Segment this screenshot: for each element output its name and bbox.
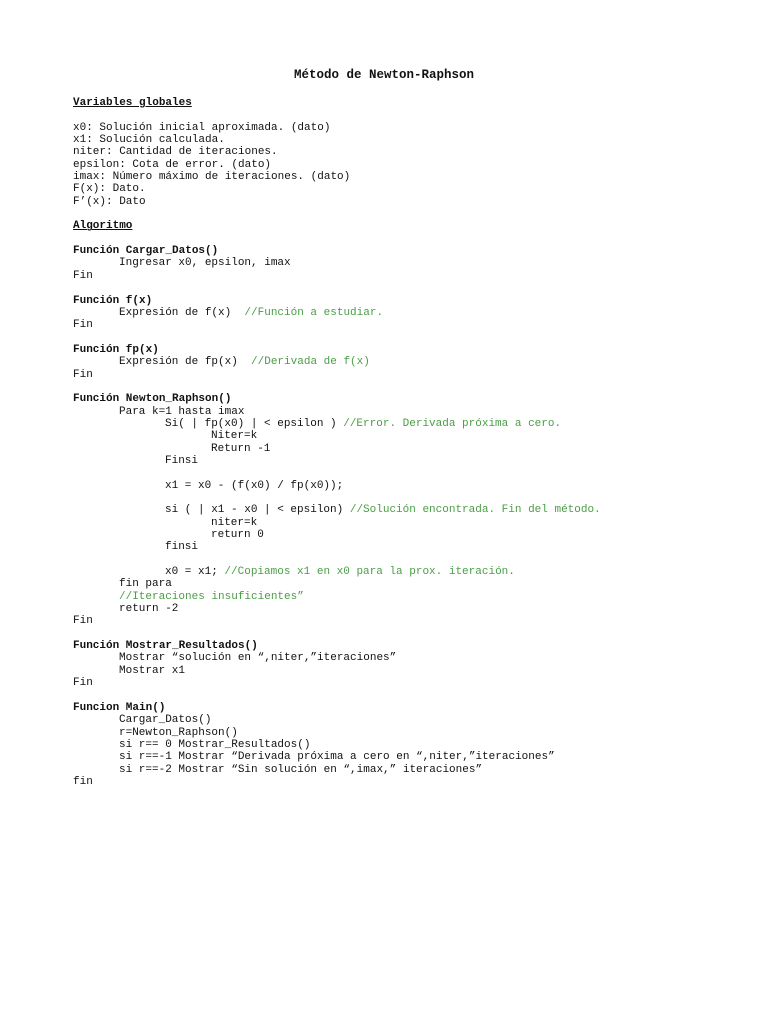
code-line	[73, 307, 753, 319]
function-signature-main: Funcion Main()	[73, 701, 166, 714]
code-comment: //Copiamos x1 en x0 para la prox. iteración.	[224, 566, 515, 579]
function-signature-fp: Función fp(x)	[73, 343, 159, 356]
variable-item: imax: Número máximo de iteraciones. (dato)	[73, 171, 351, 184]
code-line: si r==-2 Mostrar “Sin solución en “,imax,” iteraciones”	[119, 763, 483, 776]
variables-heading: Variables globales	[73, 97, 192, 109]
function-signature-f: Función f(x)	[73, 294, 153, 307]
code-line-end: Fin	[73, 269, 93, 282]
code-line: return -2	[119, 603, 179, 616]
code-line: fin para	[119, 578, 172, 591]
code-line: si r== 0 Mostrar_Resultados()	[119, 738, 311, 751]
code-line: si r==-1 Mostrar “Derivada próxima a cero en “,niter,”iteraciones”	[119, 751, 555, 764]
code-line	[73, 566, 753, 578]
code-text: x0 = x1;	[165, 566, 225, 579]
variable-item: F(x): Dato.	[73, 183, 146, 196]
code-line	[73, 418, 753, 430]
code-line: niter=k	[211, 516, 258, 529]
code-line: r=Newton_Raphson()	[119, 726, 238, 739]
code-comment: //Error. Derivada próxima a cero.	[343, 417, 562, 430]
variable-item: x0: Solución inicial aproximada. (dato)	[73, 121, 331, 134]
code-line-end: Fin	[73, 615, 93, 628]
page-title: Método de Newton-Raphson	[293, 68, 475, 82]
code-line-end: Fin	[73, 368, 93, 381]
variable-item: x1: Solución calculada.	[73, 134, 225, 147]
code-line: finsi	[165, 541, 199, 554]
code-line: Cargar_Datos()	[119, 714, 212, 727]
code-text: Si( | fp(x0) | < epsilon )	[165, 417, 344, 430]
document-body	[73, 97, 753, 788]
variable-item: F’(x): Dato	[73, 195, 146, 208]
code-comment: //Iteraciones insuficientes”	[119, 590, 304, 603]
code-line: Niter=k	[211, 430, 258, 443]
algorithm-heading: Algoritmo	[73, 220, 133, 233]
code-line	[73, 356, 753, 368]
code-comment: //Derivada de f(x)	[251, 356, 370, 369]
code-line-end: fin	[73, 775, 93, 788]
function-signature-mostrar-resultados: Función Mostrar_Resultados()	[73, 640, 258, 653]
code-text: Expresión de f(x)	[119, 306, 245, 319]
code-line-end: Fin	[73, 319, 93, 332]
code-line: Mostrar “solución en “,niter,”iteraciones”	[119, 652, 397, 665]
code-line: Ingresar x0, epsilon, imax	[119, 257, 291, 270]
variable-item: niter: Cantidad de iteraciones.	[73, 146, 278, 159]
function-signature-newton-raphson: Función Newton_Raphson()	[73, 393, 232, 406]
code-line: Para k=1 hasta imax	[119, 405, 245, 418]
code-text: Expresión de fp(x)	[119, 356, 252, 369]
function-signature-cargar-datos: Función Cargar_Datos()	[73, 245, 219, 258]
code-line: Finsi	[165, 454, 199, 467]
code-comment: //Función a estudiar.	[244, 306, 384, 319]
code-line: Return -1	[211, 442, 271, 455]
code-line	[73, 504, 753, 516]
code-line: x1 = x0 - (f(x0) / fp(x0));	[165, 479, 344, 492]
code-line-end: Fin	[73, 677, 93, 690]
code-text: si ( | x1 - x0 | < epsilon)	[165, 504, 350, 517]
code-line: return 0	[211, 529, 264, 542]
code-comment: //Solución encontrada. Fin del método.	[349, 504, 601, 517]
code-line: Mostrar x1	[119, 664, 186, 677]
variable-item: epsilon: Cota de error. (dato)	[73, 158, 272, 171]
